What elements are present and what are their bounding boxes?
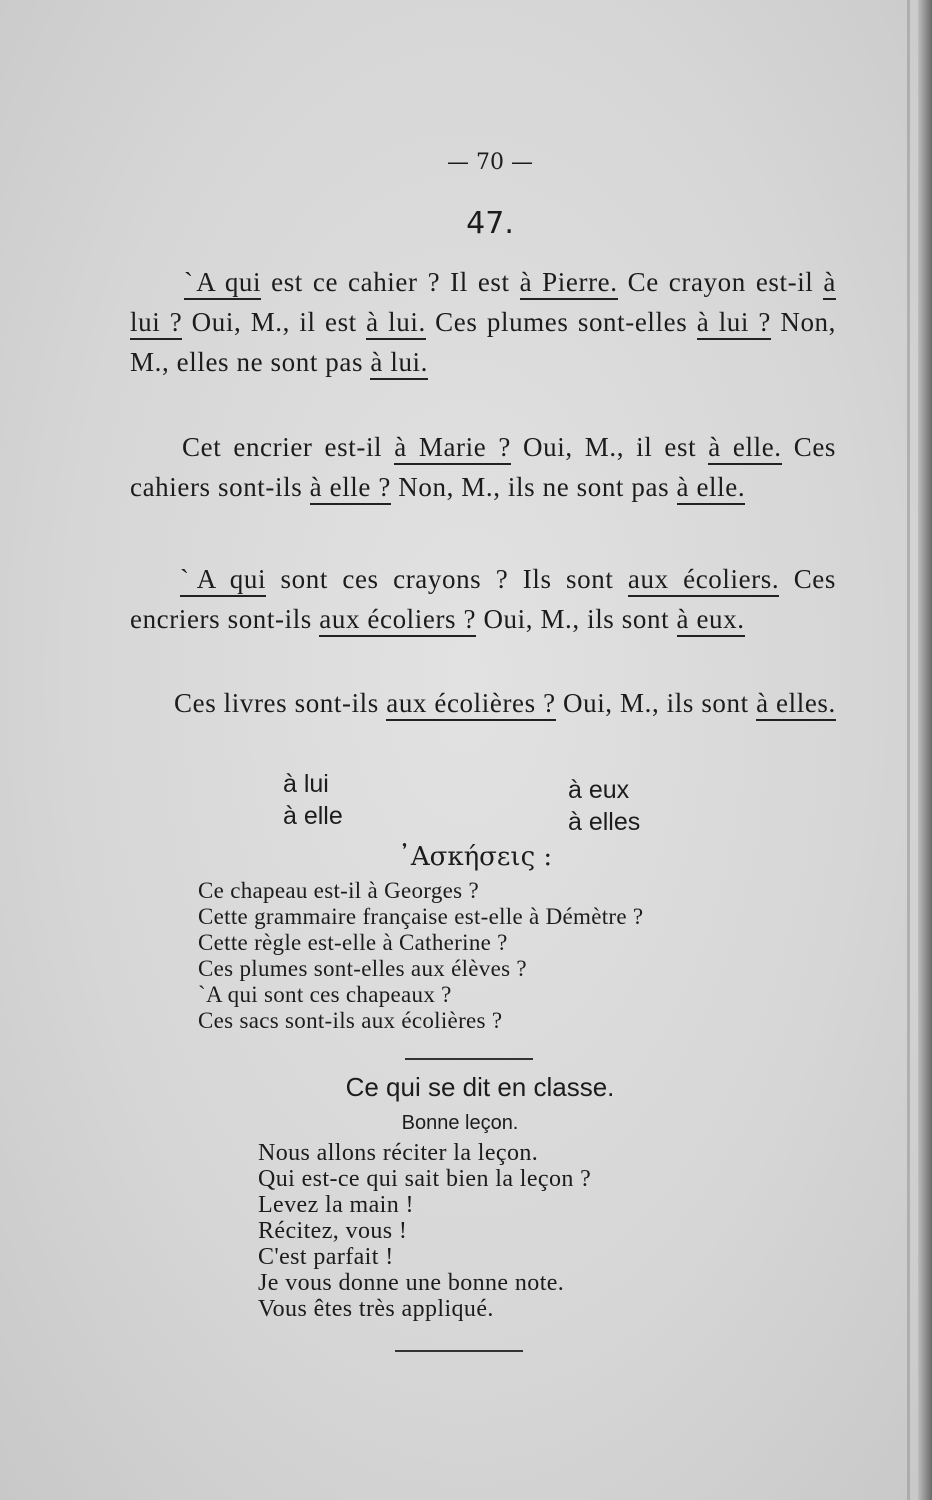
paragraph-4: Ces livres sont-ils aux écolières ? Oui, M., ils sont à elles. (130, 683, 836, 723)
exercise-line: ˋA qui sont ces chapeaux ? (198, 982, 452, 1007)
underlined-phrase: ˋA qui (184, 267, 261, 300)
exercise-line: Ces plumes sont-elles aux élèves ? (198, 956, 527, 981)
underlined-phrase: aux écoliers ? (319, 604, 476, 637)
exercise-line: Cette règle est-elle à Catherine ? (198, 930, 508, 955)
page-edge (918, 0, 932, 1500)
exercise-list (198, 878, 798, 1034)
underlined-phrase: aux écoliers. (628, 564, 779, 597)
lesson-line: Qui est-ce qui sait bien la leçon ? (258, 1166, 592, 1192)
divider (405, 1058, 533, 1060)
paragraph-1: ˋA qui est ce cahier ? Il est à Pierre. Ce crayon est-il à lui ? Oui, M., il est à lui. Ces plumes sont-elles à lui ? Non, M., elles ne sont pas à lui. (130, 262, 836, 382)
underlined-phrase: à eux. (677, 604, 745, 637)
section-title: Ce qui se dit en classe. (345, 1072, 615, 1102)
underlined-phrase: à lui ? (130, 267, 836, 340)
lesson-lines (258, 1140, 708, 1322)
underlined-phrase: aux écolières ? (386, 688, 555, 721)
underlined-phrase: à lui. (370, 347, 428, 380)
pronoun-item: à lui (283, 770, 329, 798)
paragraph-2: Cet encrier est-il à Marie ? Oui, M., il est à elle. Ces cahiers sont-ils à elle ? Non, M., ils ne sont pas à elle. (130, 427, 836, 507)
pronoun-item: à elles (568, 808, 641, 836)
underlined-phrase: à Marie ? (394, 432, 511, 465)
exercise-line: Ce chapeau est-il à Georges ? (198, 878, 479, 903)
underlined-phrase: à elle ? (310, 472, 391, 505)
pronoun-item: à eux (568, 776, 630, 804)
lesson-line: Vous êtes très appliqué. (258, 1296, 494, 1322)
underlined-phrase: à Pierre. (520, 267, 618, 300)
exercise-number: 47. (466, 206, 514, 241)
exercise-line: Cette grammaire française est-elle à Démètre ? (198, 904, 644, 929)
page-number: — 70 — (447, 150, 533, 175)
underlined-phrase: à elle. (708, 432, 781, 465)
lesson-line: C'est parfait ! (258, 1244, 394, 1270)
pronoun-list-singular (283, 768, 343, 832)
underlined-phrase: ˋA qui (180, 564, 266, 597)
underlined-phrase: à lui ? (697, 307, 771, 340)
divider (395, 1350, 523, 1352)
underlined-phrase: à elles. (756, 688, 836, 721)
underlined-phrase: à lui. (366, 307, 426, 340)
underlined-phrase: à elle. (677, 472, 746, 505)
paragraph-3: ˋA qui sont ces crayons ? Ils sont aux écoliers. Ces encriers sont-ils aux écoliers ? Oui, M., ils sont à eux. (130, 559, 836, 639)
binding-shadow (907, 0, 910, 1500)
lesson-line: Récitez, vous ! (258, 1218, 408, 1244)
lesson-line: Nous allons réciter la leçon. (258, 1140, 539, 1166)
exercise-line: Ces sacs sont-ils aux écolières ? (198, 1008, 503, 1033)
pronoun-item: à elle (283, 802, 343, 830)
section-subtitle: Bonne leçon. (401, 1112, 519, 1134)
exercises-heading: ᾿Ασκήσεις : (397, 842, 553, 872)
lesson-line: Levez la main ! (258, 1192, 414, 1218)
lesson-line: Je vous donne une bonne note. (258, 1270, 565, 1296)
pronoun-list-plural (568, 774, 640, 838)
